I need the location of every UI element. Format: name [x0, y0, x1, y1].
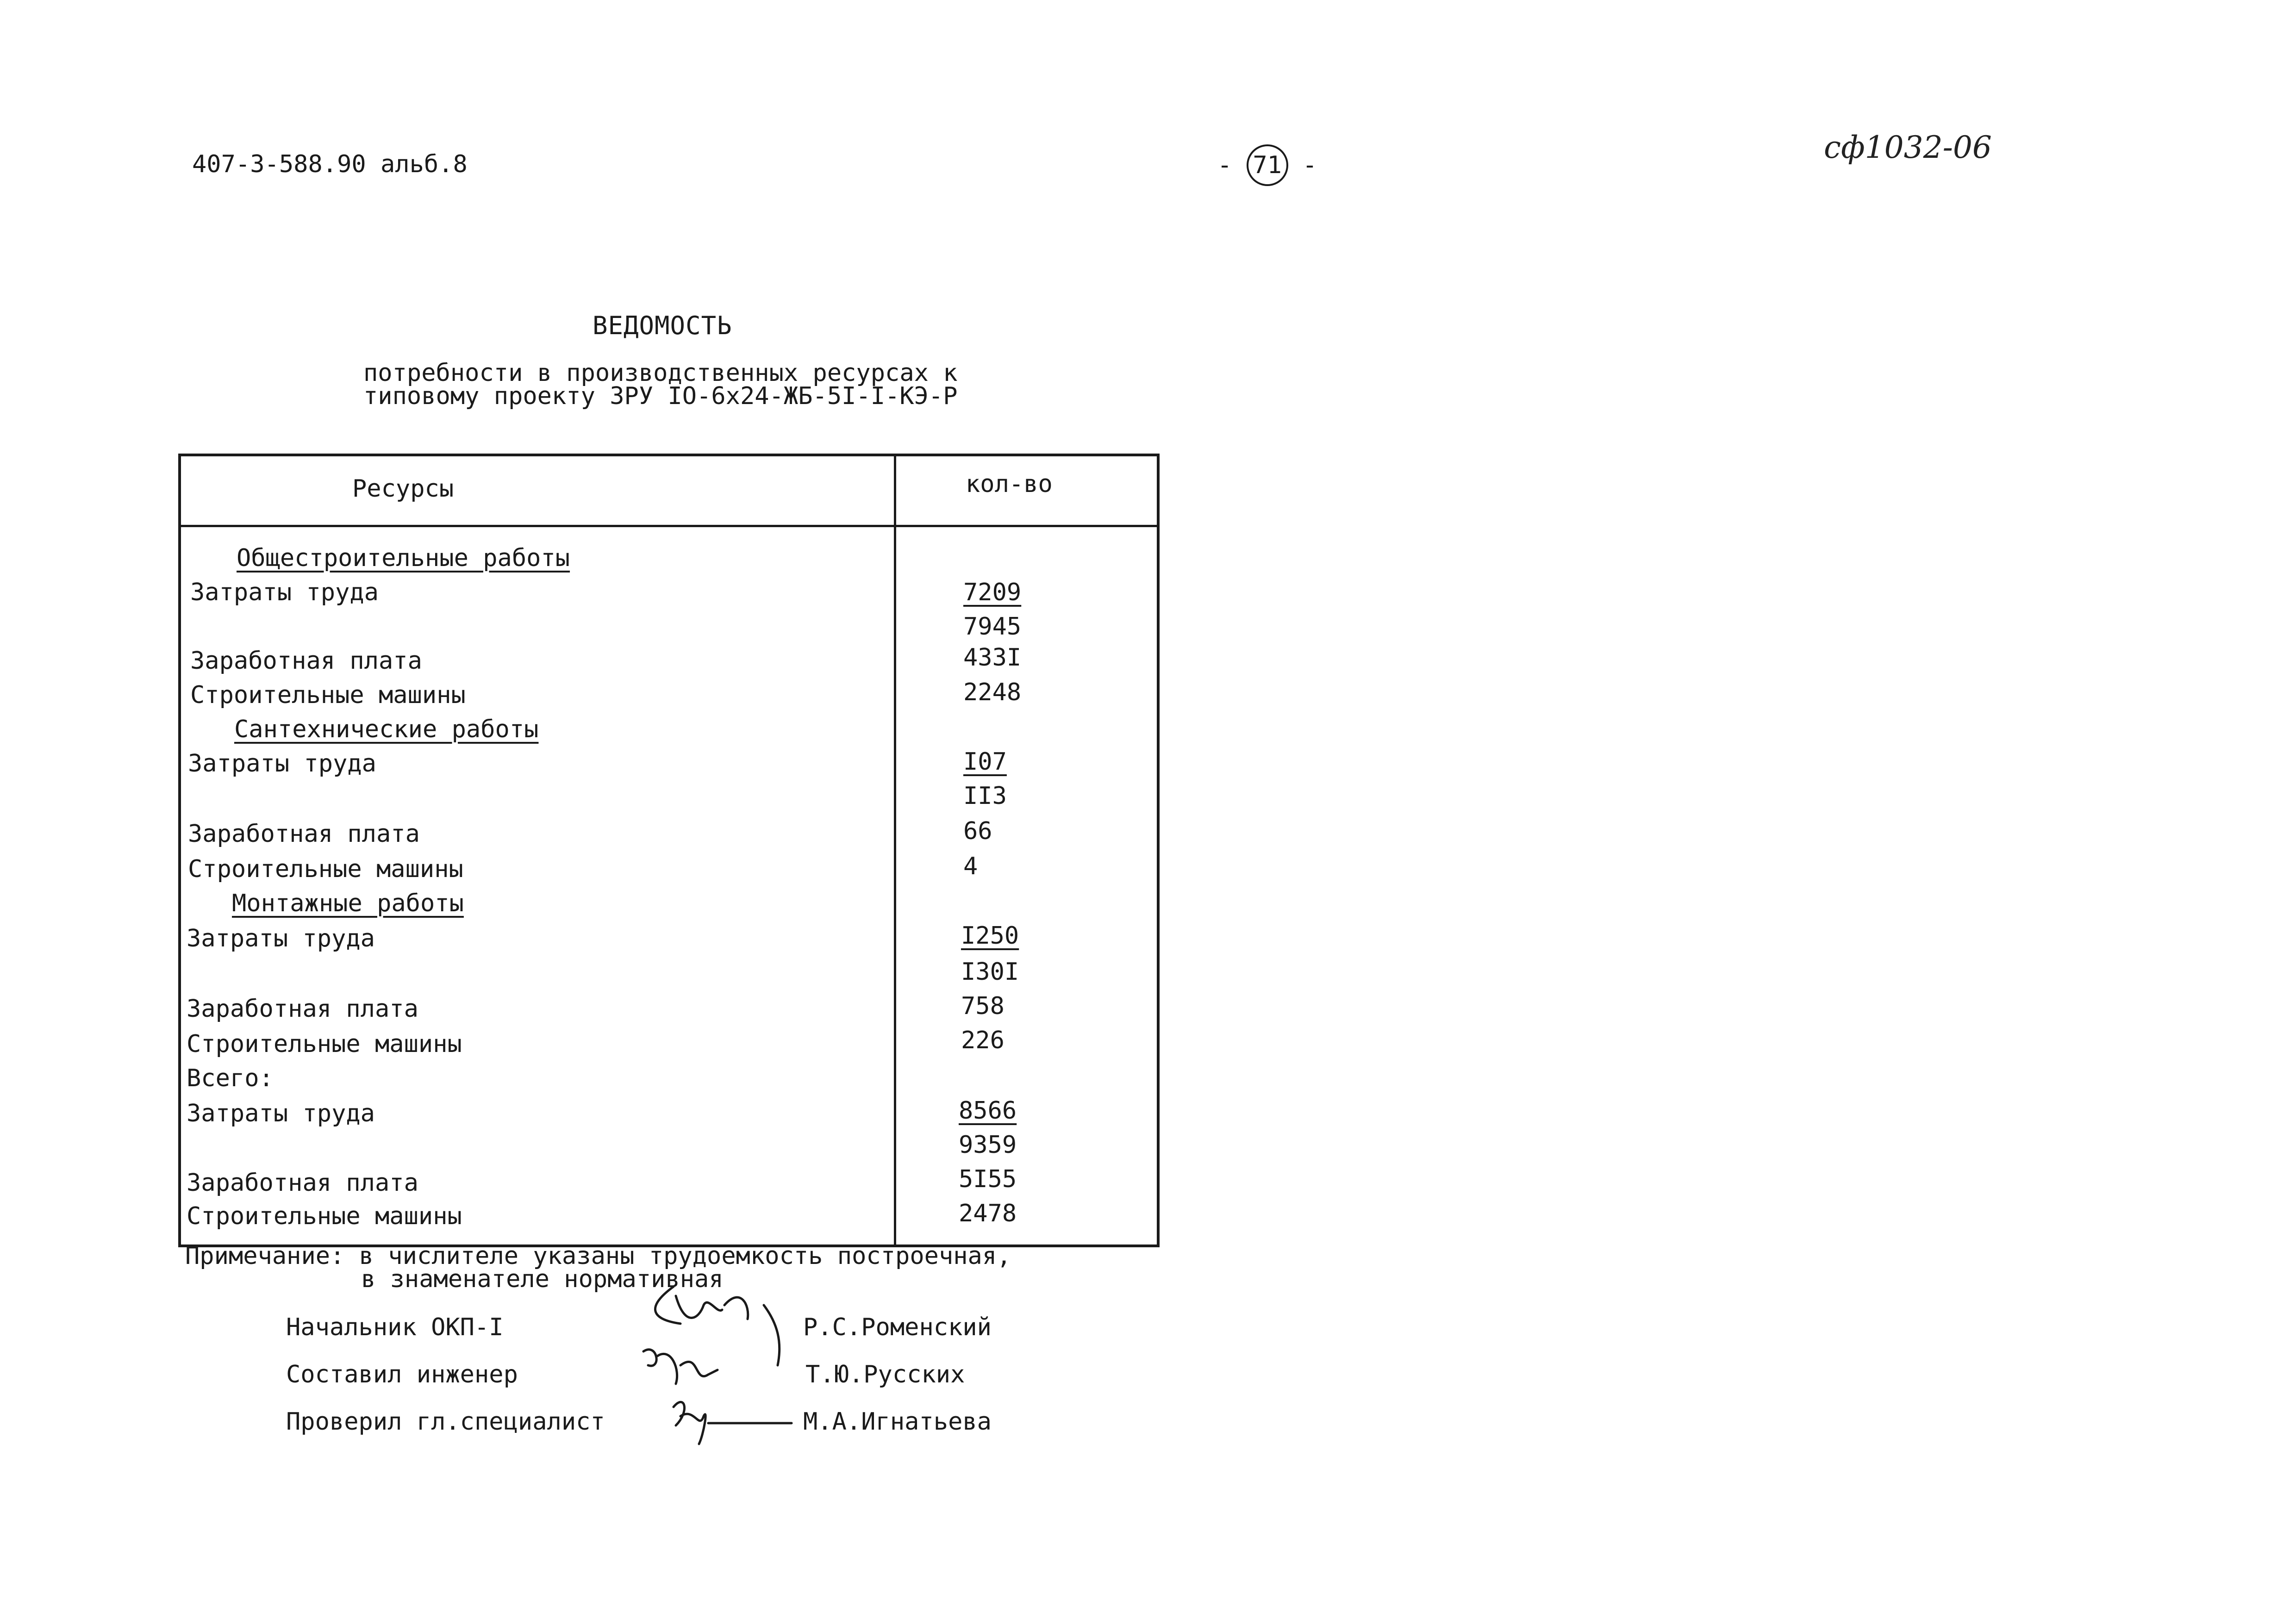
signature-role-1: Начальник ОКП-I — [286, 1313, 504, 1341]
signature-role-3: Проверил гл.специалист — [286, 1408, 605, 1436]
note-line-1: Примечание: в числителе указаны трудоемкость построечная, — [185, 1242, 1011, 1270]
row-value-denominator: 9359 — [959, 1131, 1017, 1159]
row-value-numerator: I07 — [963, 748, 1007, 776]
row-value: 2248 — [963, 678, 1022, 706]
row-label: Затраты труда — [187, 1100, 375, 1127]
section-general-construction: Общестроительные работы — [237, 544, 570, 572]
column-header-resources: Ресурсы — [352, 475, 454, 503]
document-title: ВЕДОМОСТЬ — [593, 311, 732, 340]
row-value: 433I — [963, 644, 1022, 672]
row-label: Строительные машины — [187, 1030, 462, 1058]
row-label: Заработная плата — [188, 820, 420, 848]
signature-name-2: Т.Ю.Русских — [805, 1361, 965, 1388]
column-header-quantity: кол-во — [966, 470, 1053, 498]
row-label: Строительные машины — [187, 1202, 462, 1230]
document-code: 407-3-588.90 альб.8 — [192, 150, 468, 178]
row-value: 226 — [961, 1027, 1004, 1054]
column-divider — [894, 456, 896, 1244]
row-value: 758 — [961, 992, 1004, 1020]
row-value-denominator: 7945 — [963, 613, 1022, 641]
section-installation: Монтажные работы — [232, 890, 464, 917]
row-value: 4 — [963, 852, 978, 880]
row-value-numerator: 7209 — [963, 579, 1022, 606]
row-value-denominator: I30I — [961, 958, 1019, 986]
row-value-numerator: I250 — [961, 922, 1019, 950]
handwritten-stamp: сф1032-06 — [1824, 130, 1992, 165]
signature-role-2: Составил инженер — [286, 1361, 518, 1388]
row-label: Заработная плата — [187, 1169, 418, 1197]
handwritten-signatures — [630, 1277, 815, 1462]
header-divider — [181, 525, 1157, 527]
row-label: Затраты труда — [190, 579, 379, 606]
row-label-total: Всего: — [187, 1064, 274, 1092]
title-line-1: потребности в производственных ресурсах к — [363, 359, 958, 387]
note-line-2: в знаменателе нормативная — [361, 1265, 724, 1293]
row-value: 66 — [963, 817, 992, 845]
row-label: Заработная плата — [187, 995, 418, 1023]
row-value-numerator: 8566 — [959, 1097, 1017, 1125]
section-plumbing: Сантехнические работы — [234, 716, 539, 743]
title-line-2: типовому проекту ЗРУ IO-6x24-ЖБ-5I-I-КЭ-Р — [363, 382, 958, 410]
page-number-circle: 71 — [1247, 144, 1288, 186]
row-label: Затраты труда — [187, 925, 375, 952]
signature-name-3: М.А.Игнатьева — [803, 1408, 992, 1436]
row-value: 5I55 — [959, 1165, 1017, 1193]
resources-table — [178, 454, 1160, 1247]
row-label: Заработная плата — [190, 647, 422, 675]
row-value: 2478 — [959, 1200, 1017, 1227]
row-label: Затраты труда — [188, 750, 376, 778]
page-number: - 71 - — [1217, 144, 1317, 186]
row-value-denominator: II3 — [963, 782, 1007, 810]
signature-name-1: Р.С.Роменский — [803, 1313, 992, 1341]
row-label: Строительные машины — [190, 681, 466, 709]
row-label: Строительные машины — [188, 855, 463, 883]
